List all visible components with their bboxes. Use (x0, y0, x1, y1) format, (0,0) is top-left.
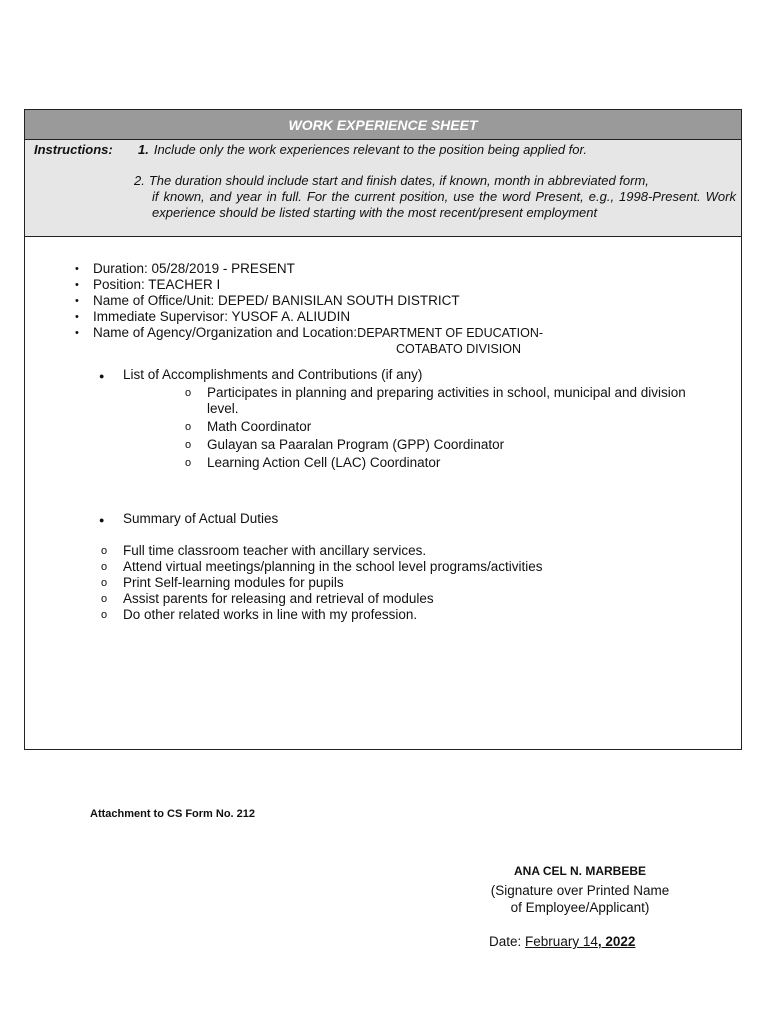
agency-label: Name of Agency/Organization and Location: (93, 325, 358, 340)
office-item: • Name of Office/Unit: DEPED/ BANISILAN SOUTH DISTRICT (75, 293, 543, 309)
duty-item: o Attend virtual meetings/planning in the school level programs/activities (101, 559, 542, 575)
accomplishment-item: o Math Coordinator (185, 419, 705, 435)
sheet-title: WORK EXPERIENCE SHEET (25, 110, 741, 140)
instruction-2 (134, 173, 736, 221)
instruction-2-line1: The duration should include start and finish dates, if known, month in abbreviated form, (148, 173, 649, 188)
date-line (489, 934, 635, 949)
work-experience-sheet (24, 109, 742, 750)
instruction-1-number: 1. (138, 142, 149, 157)
instruction-1-text: Include only the work experiences relevant to the position being applied for. (153, 142, 587, 157)
duty-item: o Assist parents for releasing and retrieval of modules (101, 591, 542, 607)
duration-item: • Duration: 05/28/2019 - PRESENT (75, 261, 543, 277)
signature-caption-1: (Signature over Printed Name (490, 883, 670, 898)
signature-caption-2: of Employee/Applicant) (510, 900, 650, 915)
date-label: Date: (489, 934, 522, 949)
duty-item: o Print Self-learning modules for pupils (101, 575, 542, 591)
job-details-list (75, 261, 543, 357)
accomplishment-item: o Gulayan sa Paaralan Program (GPP) Coordinator (185, 437, 705, 453)
accomplishments-list (185, 385, 705, 473)
agency-value-1: DEPARTMENT OF EDUCATION- (357, 326, 544, 340)
accomplishment-item: o Learning Action Cell (LAC) Coordinator (185, 455, 705, 471)
instruction-2-rest: if known, and year in full. For the current position, use the word Present, e.g., 1998-Present. Work experience should be listed starting with the most recent/present employment (152, 189, 736, 220)
agency-item (75, 325, 543, 357)
signatory-name: ANA CEL N. MARBEBE (513, 864, 646, 878)
date-value (525, 934, 635, 949)
instructions-label: Instructions: (34, 142, 113, 157)
date-value-year: , 2022 (597, 934, 636, 949)
attachment-note: Attachment to CS Form No. 212 (90, 808, 256, 820)
duties-heading: ● Summary of Actual Duties (99, 511, 278, 527)
duty-item: o Full time classroom teacher with ancillary services. (101, 543, 542, 559)
instructions-box (25, 140, 741, 237)
accomplishment-item: o Participates in planning and preparing activities in school, municipal and division level. (185, 385, 705, 417)
instruction-2-number: 2. (134, 173, 145, 188)
duty-item: o Do other related works in line with my profession. (101, 607, 542, 623)
agency-value-2: COTABATO DIVISION (396, 342, 522, 356)
duties-list (101, 543, 542, 623)
signature-block (460, 864, 700, 916)
accomplishments-heading: ● List of Accomplishments and Contributions (if any) (99, 367, 422, 383)
date-value-day: February 14 (525, 934, 598, 949)
supervisor-item: • Immediate Supervisor: YUSOF A. ALIUDIN (75, 309, 543, 325)
position-item: • Position: TEACHER I (75, 277, 543, 293)
instruction-1 (138, 142, 587, 158)
